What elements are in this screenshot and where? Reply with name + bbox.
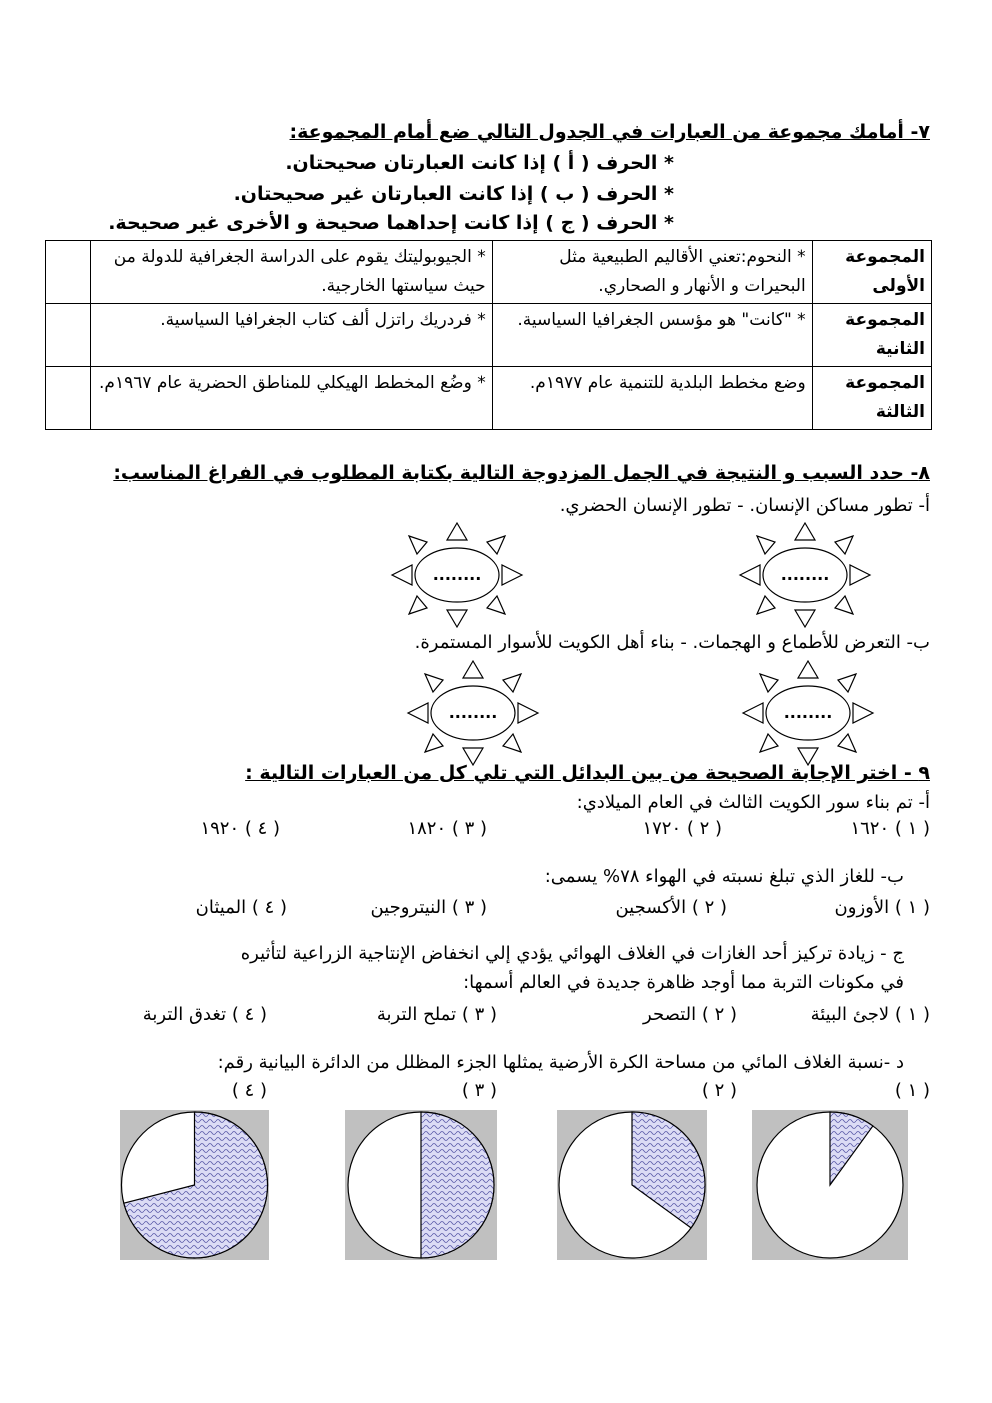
q8-b-line: ب- التعرض للأطماع و الهجمات. - بناء أهل الكويت للأسوار المستمرة. [414, 632, 930, 653]
sun-answer-shape[interactable] [735, 520, 875, 630]
group-statement-1: * "كانت" هو مؤسس الجغرافيا السياسية. [492, 304, 812, 367]
q9-c-options [0, 1004, 992, 1030]
q9-b-stem: ب- للغاز الذي تبلغ نسبته في الهواء ٧٨% يسمى: [544, 866, 904, 887]
table-row [46, 367, 932, 430]
option-3[interactable]: ( ٣ ) النيتروجين [370, 897, 487, 918]
group-statement-2: * وضُع المخطط الهيكلي للمناطق الحضرية عام ١٩٦٧م. [91, 367, 492, 430]
q7-rule-b: * الحرف ( ب ) إذا كانت العبارتان غير صحيحتان. [233, 183, 674, 205]
option-3[interactable]: ( ٣ ) تملح التربة [376, 1004, 497, 1025]
answer-cell[interactable] [46, 367, 91, 430]
sun-blank: ........ [432, 565, 482, 584]
q9-c-stem-1: ج - زيادة تركيز أحد الغازات في الغلاف الهوائي يؤدي إلي انخفاض الإنتاجية الزراعية لتأثيره [240, 943, 904, 964]
group-statement-1: * النحوم:تعني الأقاليم الطبيعية مثل البحيرات و الأنهار و الصحاري. [492, 241, 812, 304]
group-statement-1: وضع مخطط البلدية للتنمية عام ١٩٧٧م. [492, 367, 812, 430]
table-row [46, 241, 932, 304]
q7-title: ٧- أمامك مجموعة من العبارات في الجدول التالي ضع أمام المجموعة: [289, 121, 930, 143]
sun-blank: ........ [780, 565, 830, 584]
q9-a-options [0, 818, 992, 844]
option-4[interactable]: ( ٤ ) الميثان [195, 897, 287, 918]
pie-chart-2 [557, 1110, 707, 1260]
q9-d-stem: د -نسبة الغلاف المائي من مساحة الكرة الأرضية يمثلها الجزء المظلل من الدائرة البيانية رقم: [217, 1052, 904, 1073]
pie-charts [0, 1100, 992, 1270]
option-2[interactable]: ( ٢ ) ١٧٢٠ [642, 818, 722, 839]
q7-groups-table [45, 240, 932, 430]
group-name: المجموعة الثانية [812, 304, 931, 367]
q7-rule-a: * الحرف ( أ ) إذا كانت العبارتان صحيحتان. [285, 152, 674, 174]
sun-answer-shape[interactable] [387, 520, 527, 630]
q9-title: ٩ - اختر الإجابة الصحيحة من بين البدائل التي تلي كل من العبارات التالية : [245, 762, 930, 784]
option-2[interactable]: ( ٢ ) الأكسجين [615, 897, 727, 918]
pie-label-1[interactable]: ( ١ ) [894, 1080, 930, 1101]
sun-answer-shape[interactable] [738, 658, 878, 768]
option-4[interactable]: ( ٤ ) ١٩٢٠ [200, 818, 280, 839]
group-statement-2: * الجيوبوليتك يقوم على الدراسة الجغرافية للدولة من حيث سياستها الخارجية. [91, 241, 492, 304]
pie-label-3[interactable]: ( ٣ ) [461, 1080, 497, 1101]
group-statement-2: * فردريك راتزل ألف كتاب الجغرافيا السياسية. [91, 304, 492, 367]
table-row [46, 304, 932, 367]
answer-cell[interactable] [46, 304, 91, 367]
group-name: المجموعة الأولى [812, 241, 931, 304]
pie-label-4[interactable]: ( ٤ ) [231, 1080, 267, 1101]
option-2[interactable]: ( ٢ ) التصحر [643, 1004, 737, 1025]
sun-blank: ........ [783, 703, 833, 722]
pie-chart-4 [120, 1110, 269, 1260]
option-3[interactable]: ( ٣ ) ١٨٢٠ [407, 818, 487, 839]
q8-title: ٨- حدد السبب و النتيجة في الجمل المزدوجة التالية بكتابة المطلوب في الفراغ المناسب: [113, 462, 930, 484]
pie-chart-1 [752, 1110, 908, 1260]
q9-a-stem: أ- تم بناء سور الكويت الثالث في العام الميلادي: [576, 792, 930, 813]
answer-cell[interactable] [46, 241, 91, 304]
sun-blank: ........ [448, 703, 498, 722]
q9-c-stem-2: في مكونات التربة مما أوجد ظاهرة جديدة في العالم أسمها: [463, 972, 904, 993]
pie-chart-3 [345, 1110, 497, 1260]
q8-a-line: أ- تطور مساكن الإنسان. - تطور الإنسان الحضري. [559, 495, 930, 516]
group-name: المجموعة الثالثة [812, 367, 931, 430]
pie-label-2[interactable]: ( ٢ ) [701, 1080, 737, 1101]
option-4[interactable]: ( ٤ ) تغدق التربة [142, 1004, 267, 1025]
option-1[interactable]: ( ١ ) ١٦٢٠ [850, 818, 930, 839]
sun-answer-shape[interactable] [403, 658, 543, 768]
q7-rule-c: * الحرف ( ج ) إذا كانت إحداهما صحيحة و الأخرى غير صحيحة. [108, 212, 674, 234]
q9-b-options [0, 897, 992, 923]
option-1[interactable]: ( ١ ) لاجئ البيئة [810, 1004, 930, 1025]
option-1[interactable]: ( ١ ) الأوزون [834, 897, 930, 918]
